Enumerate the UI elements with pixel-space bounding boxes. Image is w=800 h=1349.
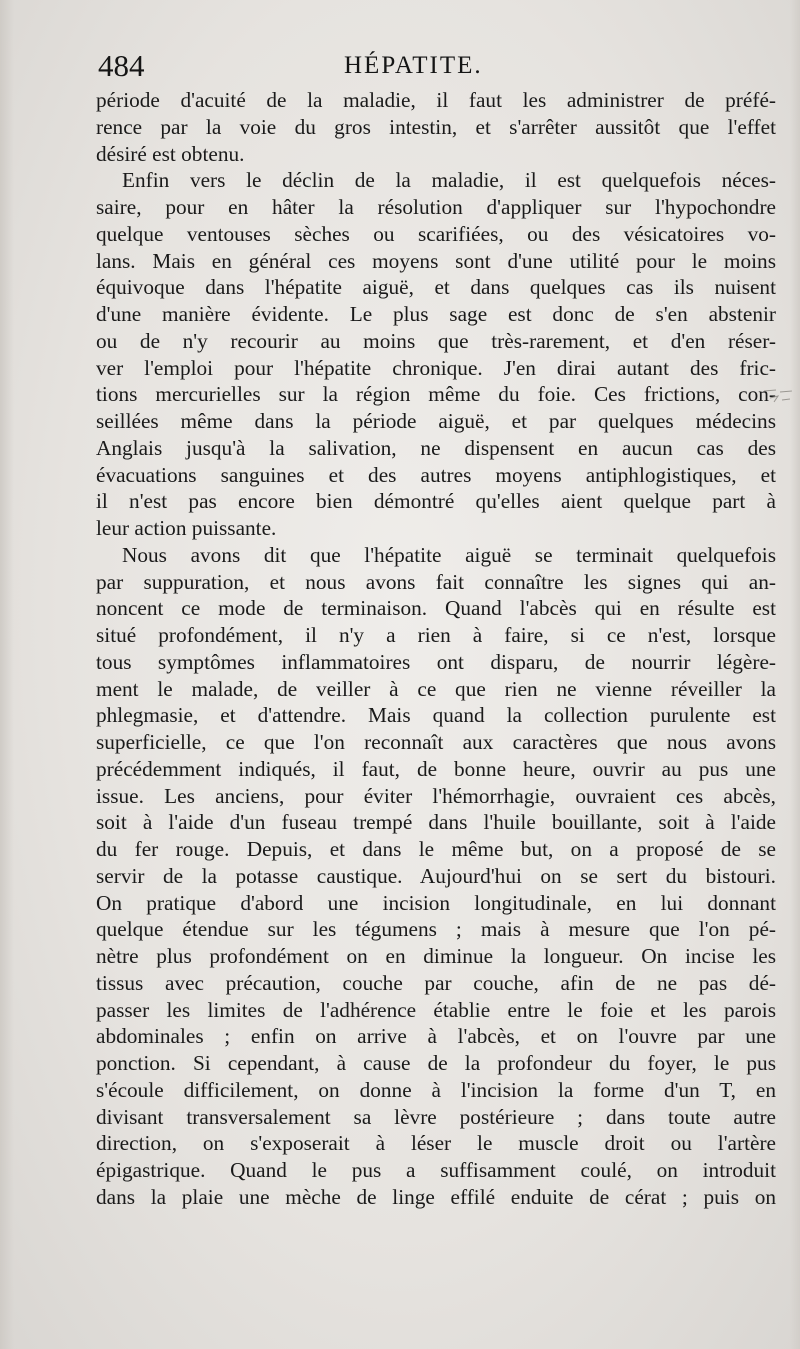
text-line: On pratique d'abord une incision longitudinale, en lui donnant — [96, 890, 776, 915]
text-line: situé profondément, il n'y a rien à faire, si ce n'est, lorsque — [96, 623, 776, 647]
body-text — [96, 87, 776, 1211]
paragraph-2 — [96, 167, 776, 542]
paragraph-3 — [96, 542, 776, 1211]
margin-smudge-icon — [762, 386, 796, 410]
page-number: 484 — [98, 48, 145, 83]
text-line: s'écoule difficilement, on donne à l'incision la forme d'un T, en — [96, 1077, 776, 1102]
text-line: évacuations sanguines et des autres moyens antiphlogistiques, et — [96, 462, 776, 487]
text-line: ponction. Si cependant, à cause de la profondeur du foyer, le pus — [96, 1051, 776, 1075]
text-line: passer les limites de l'adhérence établie entre le foie et les parois — [96, 997, 776, 1022]
paragraph-1 — [96, 87, 776, 167]
text-line: servir de la potasse caustique. Aujourd'hui on se sert du bistouri. — [96, 863, 776, 888]
text-line: équivoque dans l'hépatite aiguë, et dans quelques cas ils nuisent — [96, 275, 776, 300]
text-line: ment le malade, de veiller à ce que rien ne vienne réveiller la — [96, 676, 776, 701]
text-line: dans la plaie une mèche de linge effilé enduite de cérat ; puis on — [96, 1184, 776, 1209]
text-line: Nous avons dit que l'hépatite aiguë se terminait quelquefois — [122, 542, 776, 567]
text-line: soit à l'aide d'un fuseau trempé dans l'huile bouillante, soit à l'aide — [96, 810, 776, 835]
text-line: par suppuration, et nous avons fait connaître les signes qui an- — [96, 569, 776, 594]
text-line: saire, pour en hâter la résolution d'appliquer sur l'hypochondre — [96, 195, 776, 219]
text-line: du fer rouge. Depuis, et dans le même but, on a proposé de se — [96, 837, 776, 861]
page-header — [96, 48, 776, 88]
text-line: Enfin vers le déclin de la maladie, il est quelquefois néces- — [122, 168, 776, 193]
text-line: quelque étendue sur les tégumens ; mais à mesure que l'on pé- — [96, 917, 776, 942]
text-line: phlegmasie, et d'attendre. Mais quand la collection purulente est — [96, 703, 776, 728]
text-line: Anglais jusqu'à la salivation, ne dispensent en aucun cas des — [96, 435, 776, 460]
text-line: rence par la voie du gros intestin, et s'arrêter aussitôt que l'effet — [96, 114, 776, 139]
text-line: issue. Les anciens, pour éviter l'hémorrhagie, ouvraient ces abcès, — [96, 783, 776, 808]
text-line: tions mercurielles sur la région même du foie. Ces frictions, con- — [96, 382, 776, 407]
text-line: divisant transversalement sa lèvre postérieure ; dans toute autre — [96, 1104, 776, 1129]
text-line: désiré est obtenu. — [96, 141, 245, 166]
running-title: HÉPATITE. — [344, 52, 483, 79]
text-line: ou de n'y recourir au moins que très-rarement, et d'en réser- — [96, 328, 776, 353]
text-line: nètre plus profondément on en diminue la longueur. On incise les — [96, 944, 776, 968]
text-line: d'une manière évidente. Le plus sage est donc de s'en abstenir — [96, 302, 776, 326]
text-line: il n'est pas encore bien démontré qu'elles aient quelque part à — [96, 489, 776, 514]
text-line: ver l'emploi pour l'hépatite chronique. J'en dirai autant des fric- — [96, 355, 776, 380]
text-line: tous symptômes inflammatoires ont disparu, de nourrir légère- — [96, 649, 776, 674]
text-line: abdominales ; enfin on arrive à l'abcès, et on l'ouvre par une — [96, 1024, 776, 1049]
text-line: superficielle, ce que l'on reconnaît aux caractères que nous avons — [96, 730, 776, 754]
text-line: épigastrique. Quand le pus a suffisamment coulé, on introduit — [96, 1158, 776, 1182]
text-line: lans. Mais en général ces moyens sont d'une utilité pour le moins — [96, 248, 776, 273]
text-line: période d'acuité de la maladie, il faut les administrer de préfé- — [96, 88, 776, 112]
text-line: direction, on s'exposerait à léser le muscle droit ou l'artère — [96, 1131, 776, 1156]
margin-smudge — [762, 386, 796, 410]
text-line: seillées même dans la période aiguë, et par quelques médecins — [96, 409, 776, 433]
text-line: quelque ventouses sèches ou scarifiées, ou des vésicatoires vo- — [96, 221, 776, 246]
text-line: tissus avec précaution, couche par couche, afin de ne pas dé- — [96, 970, 776, 995]
text-line: précédemment indiqués, il faut, de bonne heure, ouvrir au pus une — [96, 756, 776, 781]
text-line: leur action puissante. — [96, 516, 277, 540]
text-line: noncent ce mode de terminaison. Quand l'abcès qui en résulte est — [96, 596, 776, 621]
